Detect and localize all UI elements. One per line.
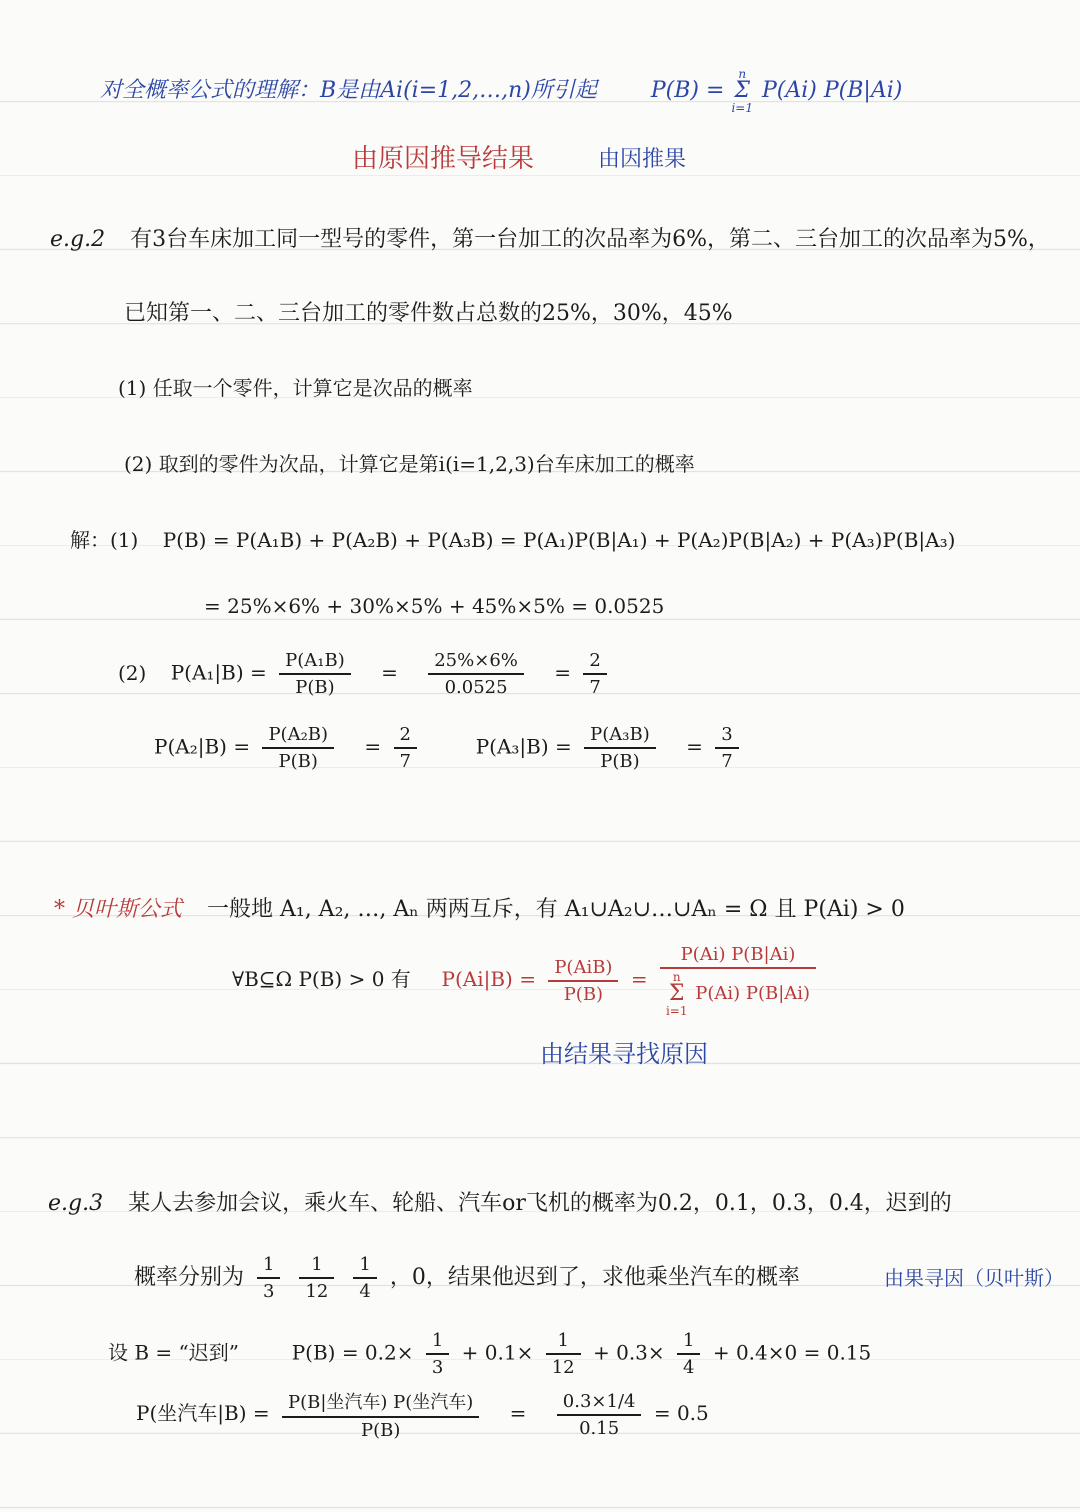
sol2-frac3: $\frac{\text{P(A₂B)}}{P(B)}$ xyxy=(262,724,334,772)
eq-sign: = xyxy=(630,967,648,991)
total-prob-lhs: P(B) = xyxy=(650,78,725,103)
sol2-frac2: $\frac{25\%\times 6\%}{0.0525}$ xyxy=(428,650,524,698)
sol1-line1: P(B) = P(A₁B) + P(A₂B) + P(A₃B) = P(A₁)P(B|A₁) + P(A₂)P(B|A₂) + P(A₃)P(B|A₃) xyxy=(162,528,956,552)
sol2-label: (2) xyxy=(118,660,147,685)
sol2-frac1: $\frac{\text{P(A₁B)}}{P(B)}$ xyxy=(279,650,351,698)
bayes-note: 由结果寻找原因 xyxy=(540,1040,708,1068)
bayes-line1 xyxy=(54,892,905,923)
bayes-text1: 一般地 A₁, A₂, …, Aₙ 两两互斥，有 A₁∪A₂∪…∪Aₙ = Ω 且 P(Ai) > 0 xyxy=(207,897,905,922)
sol1-line2: = 25%×6% + 30%×5% + 45%×5% = 0.0525 xyxy=(204,594,665,618)
final-frac2: $\frac{0.3\times 1/4}{0.15}$ xyxy=(557,1391,642,1439)
bayes-condition: ∀B⊆Ω P(B) > 0 有 xyxy=(232,967,411,991)
pb-part-c: + 0.3× xyxy=(592,1340,665,1365)
understanding-line xyxy=(100,68,902,114)
sol2-row1 xyxy=(118,650,613,698)
eg2-line2: 已知第一、二、三台加工的零件数占总数的25%，30%，45% xyxy=(124,301,733,326)
frac-one-third: $\frac{1}{3}$ xyxy=(257,1254,280,1302)
frac-one-twelfth: $\frac{1}{12}$ xyxy=(546,1330,581,1378)
eg3-final xyxy=(136,1388,709,1441)
eq-sign: = xyxy=(554,660,572,685)
sol2-result3: $\frac{3}{7}$ xyxy=(715,724,738,772)
eg2-q2: (2) 取到的零件为次品，计算它是第i(i=1,2,3)台车床加工的概率 xyxy=(124,452,695,476)
bayes-frac1: $\frac{\text{P(AiB)}}{P(B)}$ xyxy=(548,957,618,1005)
eg3-label: e.g.3 xyxy=(48,1191,104,1216)
pb-part-a: P(B) = 0.2× xyxy=(291,1340,414,1365)
eg3-text2b: ，0，结果他迟到了，求他乘坐汽车的概率 xyxy=(389,1265,800,1290)
frac-one-twelfth: $\frac{1}{12}$ xyxy=(299,1254,334,1302)
eg2-text1: 有3台车床加工同一型号的零件，第一台加工的次品率为6%，第二、三台加工的次品率为5%， xyxy=(130,227,1050,252)
sol-label: 解：(1) xyxy=(70,528,139,552)
sol2-result2: $\frac{2}{7}$ xyxy=(394,724,417,772)
eg3-text2a: 概率分别为 xyxy=(134,1265,245,1290)
eg3-line1 xyxy=(48,1186,952,1217)
red-title: 由原因推导结果 xyxy=(352,144,535,174)
final-lhs: P(坐汽车|B) = xyxy=(136,1401,270,1425)
eg3-set-line xyxy=(108,1330,871,1378)
sol2-lhs3: P(A₃|B) = xyxy=(475,734,572,759)
frac-one-quarter: $\frac{1}{4}$ xyxy=(677,1330,700,1378)
final-result: = 0.5 xyxy=(653,1401,709,1425)
sigma-symbol: n Σ i=1 xyxy=(731,67,753,115)
sigma-symbol: n Σ i=1 xyxy=(665,970,688,1018)
bayes-frac2: P(Ai) P(B|Ai) n Σ i=1 P(Ai) P(B|Ai) xyxy=(660,944,816,1017)
sol2-lhs2: P(A₂|B) = xyxy=(154,734,251,759)
final-frac1: $\frac{\text{P(B|坐汽车) P(坐汽车)}}{P(B)}$ xyxy=(282,1388,479,1441)
bayes-formula-lhs: P(Ai|B) = xyxy=(441,967,536,991)
blue-title: 由因推果 xyxy=(598,147,687,172)
understanding-text: 对全概率公式的理解：B是由Ai(i=1,2,…,n)所引起 xyxy=(100,78,597,103)
eg2-label: e.g.2 xyxy=(50,227,106,252)
pb-part-d: + 0.4×0 = 0.15 xyxy=(712,1340,872,1365)
eq-sign: = xyxy=(686,734,703,759)
pb-part-b: + 0.1× xyxy=(461,1340,534,1365)
bayes-line2 xyxy=(232,944,822,1017)
eq-sign: = xyxy=(364,734,382,759)
set-b: 设 B = “迟到” xyxy=(108,1340,239,1365)
eq-sign: = xyxy=(509,1401,527,1425)
bayes-title: * 贝叶斯公式 xyxy=(54,897,182,922)
eg3-note: 由果寻因（贝叶斯） xyxy=(884,1266,1064,1290)
frac-one-third: $\frac{1}{3}$ xyxy=(426,1330,449,1378)
frac-one-quarter: $\frac{1}{4}$ xyxy=(353,1254,376,1302)
eq-sign: = xyxy=(381,660,398,685)
sol2-frac4: $\frac{\text{P(A₃B)}}{P(B)}$ xyxy=(584,724,656,772)
eg3-text1: 某人去参加会议，乘火车、轮船、汽车or飞机的概率为0.2，0.1，0.3，0.4，迟到的 xyxy=(128,1191,952,1216)
eg3-line2 xyxy=(134,1254,800,1302)
eg2-sol1 xyxy=(70,524,955,553)
eg2-q1: (1) 任取一个零件，计算它是次品的概率 xyxy=(118,376,473,400)
sol2-result1: $\frac{2}{7}$ xyxy=(583,650,606,698)
sol2-row2 xyxy=(154,724,745,772)
total-prob-body: P(Ai) P(B|Ai) xyxy=(761,78,903,103)
sol2-lhs1: P(A₁|B) = xyxy=(170,660,267,685)
eg2-line1 xyxy=(50,222,1050,253)
